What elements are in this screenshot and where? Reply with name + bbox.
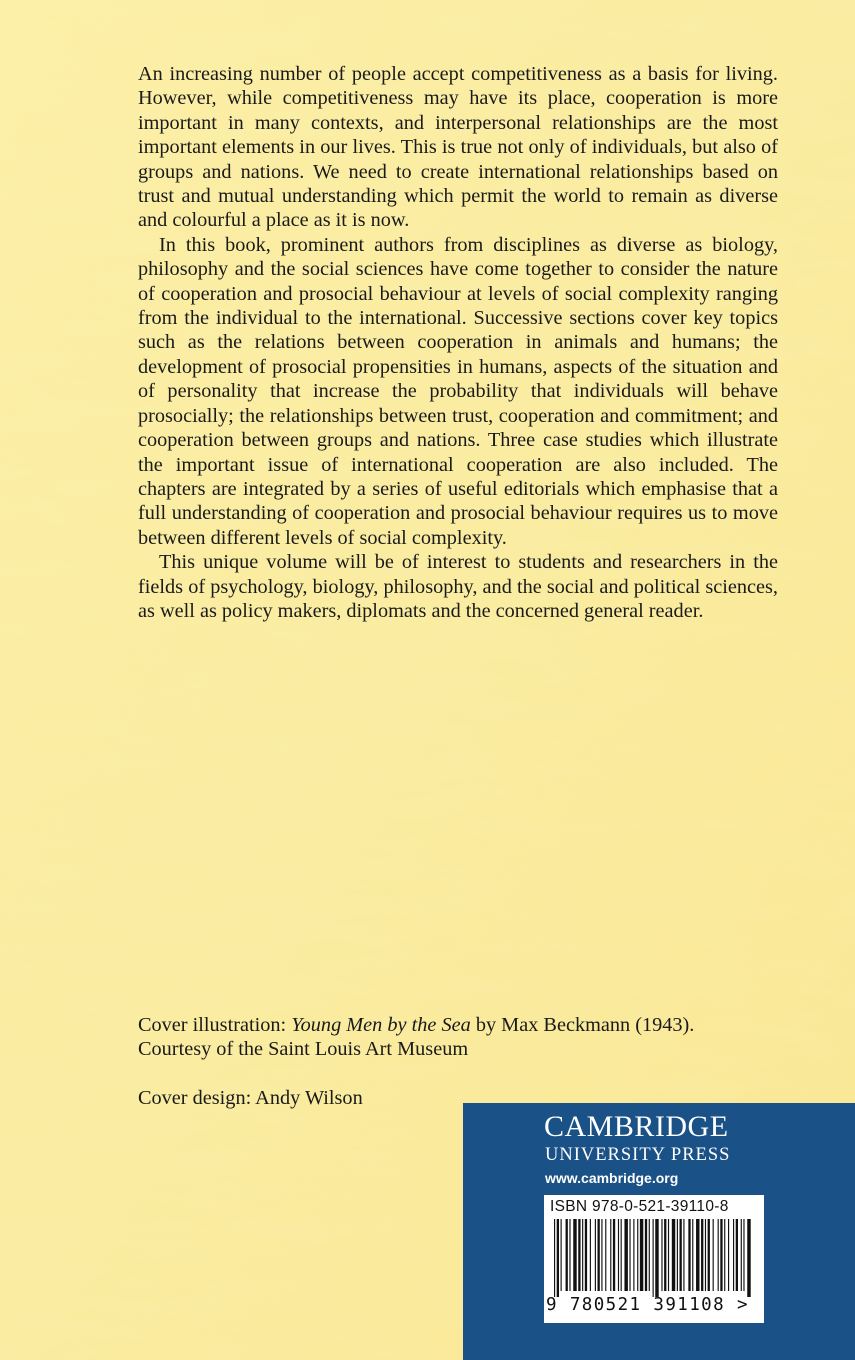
blurb-paragraph-3: This unique volume will be of interest to students and researchers in the fields of psychology, biology, philosophy, and the social and political sciences, as well as policy makers, diplomats and the concerned general reader. (138, 551, 778, 622)
barcode-digits: 9 780521 391108 > (546, 1295, 749, 1315)
publisher-logo-name: CAMBRIDGE (544, 1110, 729, 1143)
barcode-bar (705, 1219, 706, 1291)
barcode-bar (557, 1219, 559, 1297)
barcode-bar (633, 1219, 634, 1291)
barcode-bar (649, 1219, 650, 1291)
barcode-bar (728, 1219, 729, 1291)
barcode-bar (582, 1219, 583, 1291)
illustration-credit (138, 1013, 798, 1037)
barcode-bar (561, 1219, 562, 1291)
blurb-paragraph-1: An increasing number of people accept competitiveness as a basis for living. However, while competitiveness may have its place, cooperation is more important in many contexts, and interpersonal relationships are the most important elements in our lives. This is true not only of individuals, but also of groups and nations. We need to create international relationships based on trust and mutual understanding which permit the world to remain as diverse and colourful a place as it is now. (138, 63, 778, 232)
publisher-logo-subtitle: UNIVERSITY PRESS (545, 1145, 731, 1165)
barcode-bar (713, 1219, 714, 1291)
barcode-bar (718, 1219, 719, 1291)
publisher-panel (463, 1103, 855, 1360)
barcode-bar (624, 1219, 627, 1291)
barcode-bar (618, 1219, 619, 1291)
barcode-bar (677, 1219, 678, 1291)
barcode-bar (645, 1219, 647, 1291)
barcode-bar (688, 1219, 690, 1291)
barcode-bar (605, 1219, 606, 1291)
barcode-bar (566, 1219, 568, 1291)
barcode-bar (747, 1219, 750, 1297)
illustration-credit-prefix: Cover illustration: (138, 1014, 287, 1036)
barcode-bar (590, 1219, 591, 1291)
design-credit: Cover design: Andy Wilson (138, 1086, 363, 1109)
barcode-bar (610, 1219, 611, 1291)
barcode-bar (724, 1219, 725, 1291)
barcode-bar (585, 1219, 587, 1291)
barcode-bar (743, 1219, 744, 1291)
barcode-icon (554, 1219, 754, 1297)
barcode-bar (655, 1219, 658, 1297)
barcode-bar (696, 1219, 699, 1291)
barcode-bar (637, 1219, 638, 1291)
barcode-bar (621, 1219, 622, 1291)
barcode-bar (733, 1219, 734, 1291)
barcode-bar (569, 1219, 570, 1291)
barcode-bar (653, 1219, 654, 1297)
barcode-bar (640, 1219, 643, 1291)
illustration-credit-suffix: by Max Beckmann (1943). (475, 1014, 695, 1036)
barcode-bar (601, 1219, 602, 1291)
barcode-bar (573, 1219, 576, 1291)
cover-credits (138, 1013, 798, 1110)
barcode-bar (672, 1219, 675, 1291)
isbn-label: ISBN 978-0-521-39110-8 (550, 1198, 729, 1215)
barcode-bar (578, 1219, 580, 1291)
barcode-bar (664, 1219, 666, 1291)
barcode-bar (595, 1219, 596, 1291)
isbn-barcode-block (544, 1195, 764, 1323)
publisher-url: www.cambridge.org (545, 1170, 679, 1186)
barcode-bar (692, 1219, 693, 1291)
illustration-title: Young Men by the Sea (291, 1014, 471, 1036)
barcode-bar (629, 1219, 630, 1291)
barcode-bar (701, 1219, 703, 1291)
blurb-paragraph-2: In this book, prominent authors from disciplines as diverse as biology, philosophy and the social sciences have come together to consider the nature of cooperation and prosocial behaviour at levels of social complexity ranging from the individual to the international. Successive sections cover key topics such as the relations between cooperation in animals and humans; the development of prosocial propensities in humans, aspects of the situation and of personality that increase the probability that individuals will behave prosocially; the relationships between trust, cooperation and commitment; and cooperation between groups and nations. Three case studies which illustrate the important issue of international cooperation are also included. The chapters are integrated by a series of useful editorials which emphasise that a full understanding of cooperation and prosocial behaviour requires us to move between different levels of social complexity. (138, 233, 778, 549)
barcode-bar (683, 1219, 684, 1291)
barcode-bar (613, 1219, 615, 1291)
barcode-bar (598, 1219, 600, 1291)
barcode-bar (708, 1219, 710, 1291)
barcode-bar (680, 1219, 682, 1291)
barcode-bar (736, 1219, 738, 1291)
barcode-bar (720, 1219, 722, 1291)
barcode-bar (554, 1219, 555, 1297)
courtesy-credit: Courtesy of the Saint Louis Art Museum (138, 1038, 469, 1061)
barcode-bar (661, 1219, 662, 1291)
barcode-bar (741, 1219, 742, 1291)
barcode-bar (668, 1219, 669, 1291)
back-cover-blurb (138, 62, 778, 623)
